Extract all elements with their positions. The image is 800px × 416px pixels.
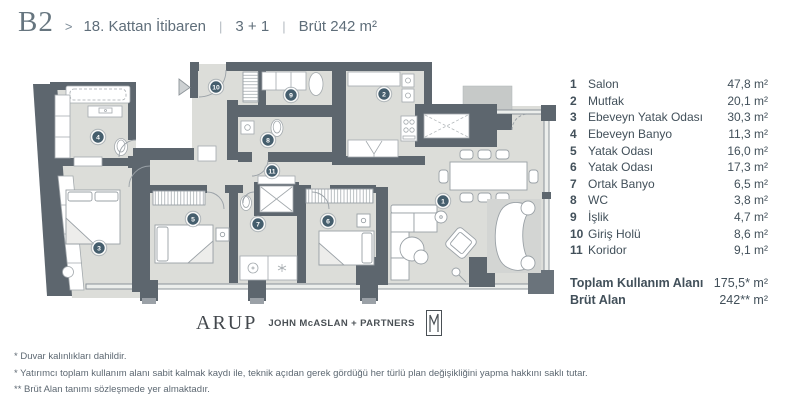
room-row [570,159,768,176]
room-name: Koridor [588,243,627,258]
room-badge-number: 8 [266,137,270,145]
bathtub [66,86,130,103]
hall-cabinet [198,146,216,161]
room-row [570,192,768,209]
total-row [570,291,768,308]
room-name: Mutfak [588,93,625,108]
room-name: Ebeveyn Banyo [588,127,673,142]
room-name: Ortak Banyo [588,176,655,191]
vanity-master [88,106,122,117]
room-badge-number: 1 [441,198,445,206]
gross-area: Brüt 242 m² [298,18,377,35]
divider: | [282,19,286,34]
room-number: 7 [570,176,577,191]
totals [570,274,768,308]
unit-code: B2 [18,6,54,38]
room-badge-number: 5 [191,216,195,224]
room-badge-number: 4 [96,134,100,142]
coffee-table-small [414,250,428,264]
total-value: 242** m² [719,292,768,307]
bed-room6 [319,231,374,265]
room-area: 47,8 m² [727,77,768,92]
footnote: * Yatırımcı toplam kullanım alanı sabit kalmak kaydı ile, teknik açıdan gerek gördüğü her türlü plan değişikliğini yapma hakkını saklı tutar. [14,367,588,379]
footnote: ** Brüt Alan tanımı sözleşmede yer almaktadır. [14,384,210,395]
toilet-master [115,139,128,156]
jmp-logo-mark [426,310,442,336]
room-area: 20,1 m² [727,93,768,108]
room-name: Yatak Odası [588,143,654,158]
room-name: İşlik [588,210,609,225]
bed-room5 [155,225,213,263]
room-number: 8 [570,193,577,208]
chevron-right-icon: > [64,19,73,34]
room-area: 4,7 m² [733,210,768,225]
room-badge-number: 7 [256,221,260,229]
total-label: Brüt Alan [570,292,626,307]
shelf-column [55,95,70,158]
room-row [570,209,768,226]
divider: | [219,19,223,34]
total-label: Toplam Kullanım Alanı [570,275,704,290]
room-area: 6,5 m² [733,176,768,191]
arup-logo: ARUP [196,311,258,334]
room-name: Yatak Odası [588,160,654,175]
niche [74,157,102,166]
room-row [570,225,768,242]
room-name: Salon [588,77,619,92]
room-area: 16,0 m² [727,143,768,158]
room-row [570,176,768,193]
room-badge-number: 6 [326,218,330,226]
room-number: 6 [570,160,577,175]
room-row [570,76,768,93]
room-number: 9 [570,210,577,225]
footnote: * Duvar kalınlıkları dahildir. [14,351,127,362]
room-area: 11,3 m² [728,127,768,142]
room-number: 1 [570,77,577,92]
room-row [570,126,768,143]
total-row [570,274,768,291]
shower [260,186,293,212]
room-number: 4 [570,127,577,142]
bed-master [66,190,120,244]
total-value: 175,5* m² [713,275,768,290]
room-area: 9,1 m² [733,243,768,258]
footer-logos [196,310,442,336]
floor-lamp [452,268,460,276]
room-row [570,142,768,159]
nightstand-room5 [216,228,229,241]
room-badge-number: 3 [97,245,101,253]
room-area: 17,3 m² [727,160,768,175]
room-name: Ebeveyn Yatak Odası [588,110,703,125]
room-number: 10 [570,226,584,241]
room-row [570,93,768,110]
room-area: 30,3 m² [727,110,768,125]
room-number: 5 [570,143,577,158]
room-number: 11 [570,243,583,258]
floor-info: 18. Kattan İtibaren [83,18,207,35]
room-list-rows [570,76,768,259]
room-number: 2 [570,93,577,108]
curved-sofa [487,199,541,273]
room-badge-number: 9 [289,92,293,100]
room-badge-number: 10 [212,84,220,92]
room-name: WC [588,193,608,208]
stool [63,267,74,278]
room-row [570,109,768,126]
room-number: 3 [570,110,577,125]
nightstand-room6 [357,214,370,227]
room-area: 3,8 m² [733,193,768,208]
jmp-logo-text: JOHN McASLAN + PARTNERS [268,317,415,329]
room-name: Giriş Holü [588,226,641,241]
kitchen-island [424,114,469,138]
room-list [570,76,768,259]
entrance-arrow-icon [179,79,190,95]
room-badge-number: 2 [382,91,386,99]
room-area: 8,6 m² [733,226,768,241]
layout-type: 3 + 1 [235,18,270,35]
footnotes [14,349,588,399]
room-row [570,242,768,259]
room-badge-number: 11 [268,168,276,176]
